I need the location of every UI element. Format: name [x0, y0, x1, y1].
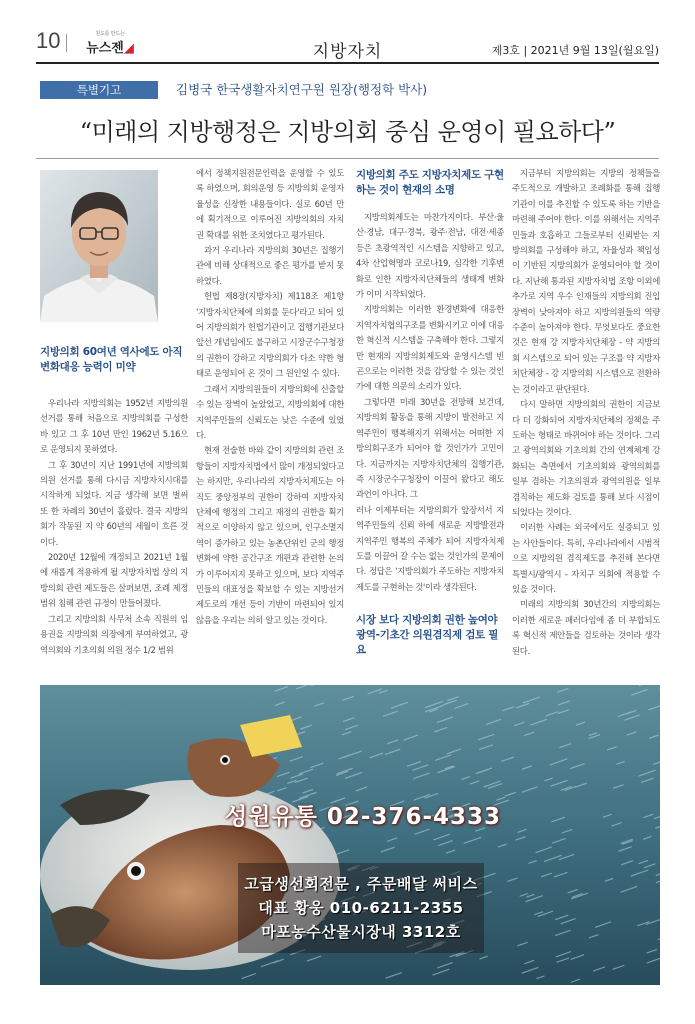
logo-tagline: 원도를 만드는: [95, 31, 125, 37]
paragraph: 과거 우리나라 지방의회 30년은 집행기관에 비해 상대적으로 좋은 평가를 받지 못하였다.: [196, 245, 344, 286]
logo-mark-icon: ◢: [123, 41, 134, 56]
paragraph: 미래의 지방의회 30년간의 지방의회는 이러한 새로운 패러다임에 좀 더 부합되도록 혁신적 제안들을 검토하는 것이라 생각된다.: [512, 599, 660, 656]
paragraph: 러나 이제부터는 지방의회가 앞장서서 지역주민들의 신뢰 하에 새로운 지방발전과 지역주민 행복의 주체가 되어 지방자치제도를 이끌어 갈 수는 없는 것인가의 문제이다. 정답은 '지방의회가 주도하는 지방자치제도를 구현하는 것'이라 생각된다.: [356, 504, 504, 592]
paragraph: 지방의회는 이러한 환경변화에 대응한 지역자치협의구조를 변화시키고 이에 대응한 혁신적 시스템을 구축해야 한다. 그렇지만 현재의 지방의회제도와 운영시스템 빈곤으로는 이러한 것을 감당할 수 있는 것인가에 대한 의문의 소리가 있다.: [356, 304, 504, 392]
header-rule: [36, 62, 659, 64]
ad-services: 고급생선회전문 , 주문배달 써비스: [244, 875, 478, 893]
ad-address: 마포농수산물시장내 3312호: [261, 923, 461, 941]
paragraph: 우리나라 지방의회는 1952년 지방의원 선거를 통해 처음으로 지방의회를 구성한 바 있고 그 후 10년 만인 1962년 5.16으로 운영되지 못하였다.: [40, 398, 188, 455]
paragraph: 에서 정책지원전문인력을 운영할 수 있도록 하였으며, 회의운영 등 지방의회 운영자율성을 신장한 내용들이다. 실로 60년 만에 획기적으로 이루어진 지방의회의 자치권 확대를 위한 조치였다고 평가된다.: [196, 168, 344, 240]
paragraph: 지방의회제도는 마찬가지이다. 부산·울산·경남, 대구·경북, 광주·전남, 대전·세종 등은 초광역적인 시스템을 지향하고 있고, 4차 산업혁명과 코로나19, 심각한 기후변화로 인한 지방자치단체들의 생태계 변화가 이미 시작되었다.: [356, 212, 504, 300]
article-column-4: [512, 166, 660, 659]
paragraph: 헌법 제8장(지방자치) 제118조 제1항 '지방자치단체에 의회를 둔다'라고 되어 있어 지방의회가 헌법기관이고 집행기관보다 앞선 개념임에도 불구하고 시장군수구청장의 권한이 강하고 지방의회가 다소 약한 형태로 운영되어 온 것이 그 원인일 수 있다.: [196, 291, 344, 379]
paragraph: 2020년 12월에 개정되고 2021년 1월에 새롭게 적용하게 될 지방자치법 상의 지방의회 관련 제도들은 살펴보면, 조례 제정 범위 침해 관련 규정이 만들어졌다.: [40, 552, 188, 609]
issue-date: 제3호 | 2021년 9월 13일(월요일): [491, 44, 659, 57]
subhead-1: 지방의회 60여년 역사에도 아직 변화대응 능력이 미약: [40, 346, 183, 373]
subhead-3: 시장 보다 지방의회 권한 높여야 광역-기초간 의원겸직제 검토 필요: [356, 614, 499, 656]
paragraph: 이러한 사례는 외국에서도 실증되고 있는 사안들이다. 특히, 우리나라에서 시범적으로 지방의원 겸직제도를 추진해 본다면 특별시/광역시 - 자치구 의회에 적용할 수 있을 것이다.: [512, 522, 660, 594]
article-column-2: [196, 166, 344, 628]
paragraph: 현재 전술한 바와 같이 지방의회 관련 조항들이 지방자치법에서 많이 개정되었다고는 하지만, 우리나라의 지방자치제도는 아직도 중앙정부의 권한이 강하여 지방자치단체에 행정의 그리고 재정의 권한을 획기적으로 이양하지 않고 있으며, 인구소멸지역이 증가하고 있는 농촌단위인 군의 행정변화에 약한 공간구조 개편과 관련한 논의가 이루어지지 못하고 있으며, 보다 지역주민들의 대표성을 확보할 수 있는 지방선거제도로의 개선 등이 기반이 마련되어 있지 않음을 우리는 의히 알고 있는 것이다.: [196, 445, 344, 625]
paragraph: 다시 말하면 지방의회의 권한이 지금보다 더 강화되어 지방자치단체의 정책을 주도하는 형태로 바뀌어야 하는 것이다. 그리고 광역의회와 기초의회 간의 연계체계 강화되는 측면에서 기초의회와 광역의회를 일부 겸하는 기초의원과 광역의원을 일부 겸직하는 제도화 검토를 통해 보다 시점이 되었다는 것이다.: [512, 399, 660, 517]
author-photo: [40, 170, 158, 322]
advertisement: [40, 685, 660, 985]
ad-title: 성원유통 02-376-4333: [225, 804, 502, 830]
author-byline: 김병국 한국생활자치연구원 원장(행정학 박사): [176, 82, 428, 97]
ad-contact: 대표 황웅 010-6211-2355: [258, 899, 464, 917]
subhead-2: 지방의회 주도 지방자치제도 구현하는 것이 현재의 소명: [356, 169, 504, 196]
paragraph: 그래서 지방의원들이 지방의회에 신출할 수 있는 장벽이 높았었고, 지방의회에 대한 지역주민들의 신뢰도는 낮은 수준에 있었다.: [196, 383, 344, 440]
headline-rule: [36, 158, 659, 159]
paragraph: 그렇다면 미래 30년을 전망해 보건데, 지방의회 활동을 통해 지방이 발전하고 지역주민이 행복해지기 위해서는 어떠한 지방의회구조가 되어야 할 것인가가 고민이다. 지금까지는 지방자치단체의 집행기관, 즉 시장군수구청장이 이끌어 왔다고 해도 과언이 아니다. 그: [356, 396, 504, 500]
paragraph: 지금부터 지방의회는 지방의 정책들을 주도적으로 개발하고 조례화를 통해 집행기관이 이를 추진할 수 있도록 하는 기반을 마련해 주어야 한다. 이를 위해서는 지역주민들과 호흡하고 그들로부터 신뢰받는 지방의회를 구성해야 하고, 자율성과 책임성이 기반된 지방의회가 운영되어야 할 것이다. 지난해 통과된 지방자치법 조항 이외에 추가로 지역 우수 인재들의 지방의회 진입장벽이 낮아져야 하고 지방의원들의 역량 수준이 높아져야 한다. 무엇보다도 중요한 것은 현재 강 지방자치단체장 - 약 지방의회 시스템으로 되어 있는 구조를 약 지방자치단체장 - 강 지방의회 시스템으로 전환하는 것이라고 판단된다.: [512, 168, 660, 394]
section-title: 지방자치: [312, 42, 383, 62]
paragraph: 그 후 30년이 지난 1991년에 지방의회 의원 선거를 통해 다시금 지방자치시대를 시작하게 되었다. 지금 생각해 보면 벌써 또 한 차례의 30년이 흘렀다. 결국 지방의회가 작동된 지 약 60년의 세월이 흐른 것이다.: [40, 459, 188, 547]
paragraph: 그리고 지방의회 사무처 소속 직원의 임용권을 지방의회 의장에게 부여하였고, 광역의회와 기초의회 의원 정수 1/2 범위: [40, 613, 188, 655]
logo-name: 뉴스젠◢: [86, 41, 134, 56]
page-number: 10: [36, 28, 61, 53]
article-column-1: [40, 396, 188, 658]
category-tag: 특별기고: [40, 81, 158, 99]
article-column-3: [356, 210, 504, 595]
article-headline: “미래의 지방행정은 지방의회 중심 운영이 필요하다”: [79, 118, 616, 146]
